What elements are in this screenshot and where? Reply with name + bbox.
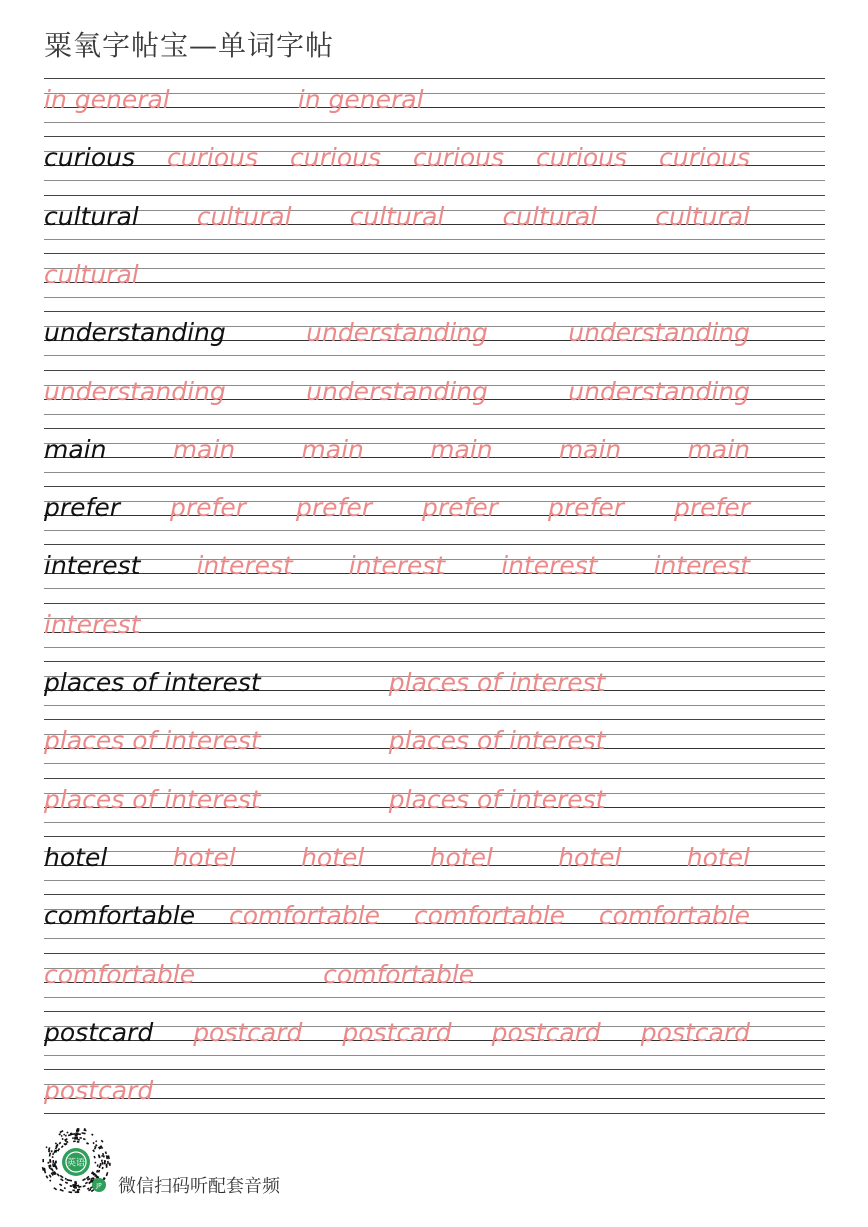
- guide-line: [44, 763, 825, 764]
- model-word: cultural: [44, 201, 139, 231]
- trace-word: curious: [659, 143, 750, 173]
- guide-line: [44, 136, 825, 137]
- guide-line: [44, 122, 825, 123]
- guide-line: [44, 1011, 825, 1012]
- guide-line: [44, 486, 825, 487]
- worksheet: [44, 0, 825, 1227]
- trace-word: in general: [44, 85, 170, 114]
- guide-line: [44, 180, 825, 181]
- guide-line: [44, 530, 825, 531]
- footer: [40, 1126, 370, 1206]
- trace-word: main: [687, 434, 750, 464]
- model-word: places of interest: [44, 668, 261, 697]
- guide-line: [44, 428, 825, 429]
- trace-word: curious: [167, 143, 258, 173]
- guide-line: [44, 588, 825, 589]
- model-word: comfortable: [44, 901, 196, 931]
- guide-line: [44, 953, 825, 954]
- guide-line: [44, 647, 825, 648]
- guide-line: [44, 778, 825, 779]
- guide-line: [44, 355, 825, 356]
- trace-word: prefer: [296, 493, 372, 523]
- qr-badge-text: 英语: [66, 1158, 86, 1169]
- guide-line: [44, 822, 825, 823]
- qr-corner-badge: JP: [96, 1182, 102, 1190]
- trace-word: cultural: [196, 201, 292, 231]
- guide-line: [44, 78, 825, 79]
- trace-word: cultural: [44, 259, 139, 289]
- guide-line: [44, 253, 825, 254]
- trace-word: cultural: [502, 201, 598, 231]
- guide-line: [44, 1084, 825, 1085]
- guide-line: [44, 414, 825, 415]
- guide-line: [44, 1113, 825, 1114]
- guide-line: [44, 719, 825, 720]
- model-word: interest: [44, 551, 141, 581]
- trace-word: main: [430, 434, 493, 464]
- trace-word: cultural: [349, 201, 445, 231]
- trace-word: curious: [413, 143, 504, 173]
- trace-word: understanding: [568, 376, 750, 406]
- trace-word: understanding: [44, 376, 226, 406]
- guide-line: [44, 632, 825, 633]
- trace-word: main: [172, 434, 236, 464]
- trace-word: prefer: [170, 493, 246, 523]
- trace-word: comfortable: [323, 959, 475, 989]
- trace-word: cultural: [655, 201, 750, 231]
- trace-word: main: [558, 434, 622, 464]
- trace-word: places of interest: [388, 784, 606, 814]
- trace-word: postcard: [193, 1017, 303, 1047]
- model-word: main: [44, 434, 107, 464]
- page-title: 粟氧字帖宝—单词字帖: [44, 29, 335, 62]
- guide-line: [44, 603, 825, 604]
- trace-word: hotel: [686, 842, 750, 872]
- guide-line: [44, 997, 825, 998]
- trace-word: comfortable: [228, 901, 381, 931]
- guide-line: [44, 282, 825, 283]
- guide-line: [44, 836, 825, 837]
- guide-line: [44, 195, 825, 196]
- guide-line: [44, 1055, 825, 1056]
- trace-word: postcard: [640, 1017, 750, 1047]
- trace-word: places of interest: [44, 784, 261, 814]
- model-word: understanding: [44, 318, 226, 348]
- guide-line: [44, 880, 825, 881]
- trace-word: interest: [196, 551, 293, 581]
- guide-line: [44, 544, 825, 545]
- trace-word: understanding: [306, 376, 488, 406]
- trace-word: postcard: [342, 1017, 452, 1047]
- trace-word: understanding: [568, 318, 750, 348]
- trace-word: curious: [290, 143, 381, 173]
- trace-word: main: [301, 434, 364, 464]
- qr-code-icon[interactable]: [40, 1126, 112, 1198]
- guide-line: [44, 268, 825, 269]
- guide-line: [44, 618, 825, 619]
- trace-word: interest: [44, 609, 141, 639]
- trace-word: interest: [653, 551, 750, 581]
- trace-word: hotel: [429, 842, 493, 872]
- trace-word: in general: [297, 85, 424, 114]
- guide-line: [44, 370, 825, 371]
- trace-word: hotel: [558, 842, 622, 872]
- guide-line: [44, 297, 825, 298]
- trace-word: places of interest: [388, 668, 606, 697]
- guide-line: [44, 894, 825, 895]
- guide-line: [44, 1069, 825, 1070]
- guide-line: [44, 1098, 825, 1099]
- trace-word: hotel: [172, 842, 236, 872]
- trace-word: prefer: [674, 493, 750, 523]
- trace-word: comfortable: [413, 901, 566, 931]
- model-word: curious: [44, 143, 135, 173]
- guide-line: [44, 239, 825, 240]
- trace-word: postcard: [44, 1076, 154, 1106]
- guide-line: [44, 472, 825, 473]
- trace-word: comfortable: [598, 901, 750, 931]
- guide-line: [44, 661, 825, 662]
- trace-word: places of interest: [388, 726, 606, 756]
- trace-word: interest: [501, 551, 598, 581]
- trace-word: places of interest: [44, 726, 261, 756]
- trace-word: hotel: [301, 842, 365, 872]
- trace-word: interest: [348, 551, 446, 581]
- model-word: prefer: [44, 493, 120, 523]
- trace-word: prefer: [548, 493, 624, 523]
- guide-line: [44, 311, 825, 312]
- trace-word: curious: [536, 143, 627, 173]
- guide-line: [44, 705, 825, 706]
- model-word: hotel: [44, 842, 108, 872]
- trace-word: postcard: [491, 1017, 601, 1047]
- model-word: postcard: [44, 1017, 154, 1047]
- trace-word: understanding: [306, 318, 488, 348]
- guide-line: [44, 938, 825, 939]
- trace-word: comfortable: [44, 959, 196, 989]
- footer-text: 微信扫码听配套音频: [118, 1176, 280, 1197]
- trace-word: prefer: [422, 493, 498, 523]
